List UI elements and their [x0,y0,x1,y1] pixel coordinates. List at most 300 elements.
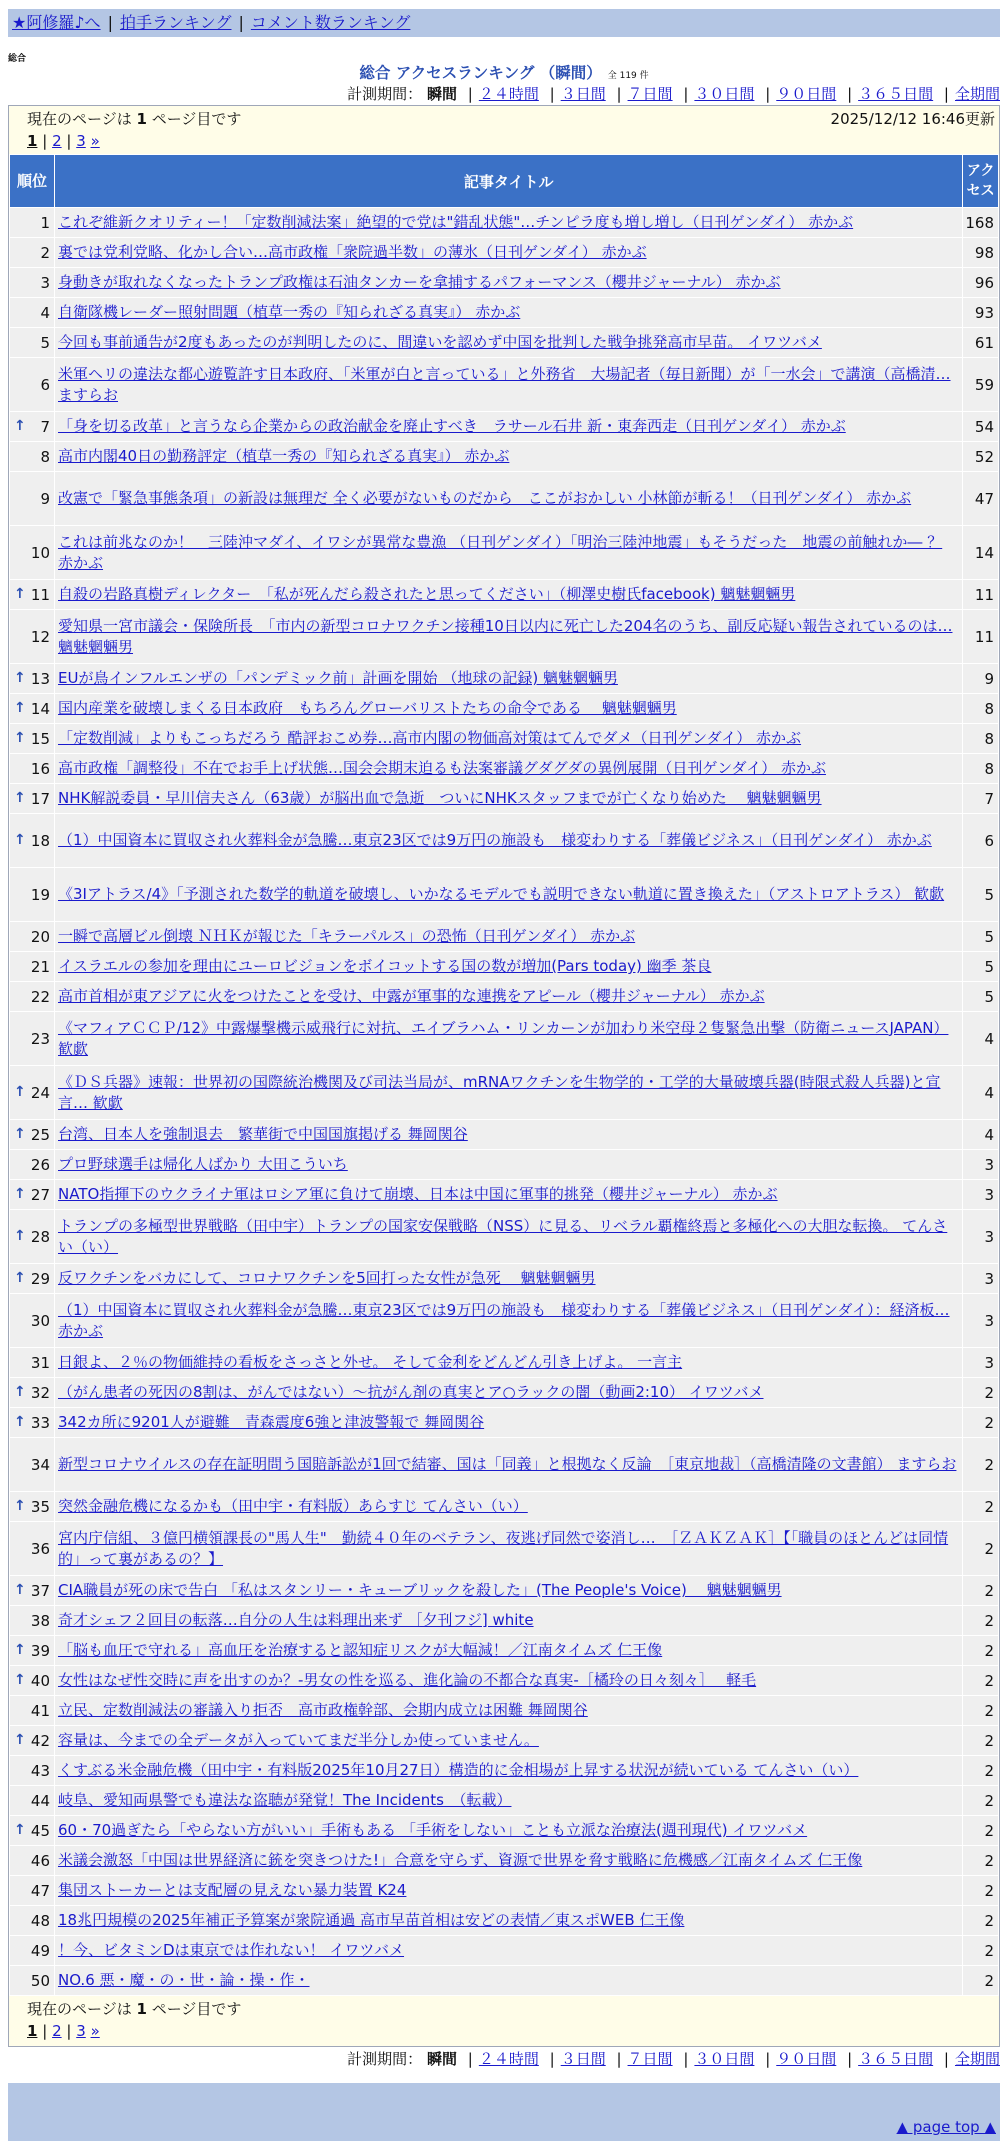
title-cell [55,268,962,297]
title-cell [55,922,962,951]
article-title-link[interactable]: 一瞬で高層ビル倒壊 ＮＨＫが報じた「キラーパルス」の恐怖（日刊ゲンダイ） 赤かぶ [58,927,636,945]
rank-number: 1 [40,213,50,232]
article-title-link[interactable]: 岐阜、愛知両県警でも違法な盗聴が発覚！The Incidents （転載） [58,1791,512,1809]
access-count: 9 [963,664,998,693]
table-row [10,1210,998,1263]
table-row [10,1696,998,1725]
title-cell [55,1180,962,1209]
article-title-link[interactable]: 女性はなぜ性交時に声を出すのか？-男女の性を巡る、進化論の不都合な真実-［橘玲の日々刻々］ 軽毛 [58,1671,757,1689]
table-row [10,1876,998,1905]
article-title-link[interactable]: トランプの多極型世界戦略（田中宇）トランプの国家安保戦略（NSS）に見る、リベラル覇権終焉と多極化への大胆な転換。 てんさい（い） [58,1216,948,1256]
rank-cell [10,358,54,411]
article-title-link[interactable]: 60・70過ぎたら「やらない方がいい」手術もある 「手術をしない」ことも立派な治療法(週刊現代) イワツバメ [58,1821,808,1839]
table-row [10,724,998,753]
rank-number: 11 [30,585,50,604]
rank-cell [10,1966,54,1995]
title-cell [55,1636,962,1665]
period-separator: | [467,85,473,103]
period-separator: | [549,2050,555,2068]
table-row [10,1492,998,1521]
top-nav-bar [8,9,1000,37]
table-header-row [10,155,998,207]
article-title-link[interactable]: 宮内庁信組、３億円横領課長の"馬人生" 勤続４０年のベテラン、夜逃げ同然で姿消し… ［ＺＡＫＺＡＫ］【「職員のほとんどは同情的」って裏があるの？】 [58,1528,949,1568]
table-row [10,982,998,1011]
article-title-link[interactable]: 自衛隊機レーダー照射問題（植草一秀の『知られざる真実』） 赤かぶ [58,303,521,321]
page-3-link[interactable]: 3 [76,2022,86,2040]
table-row [10,1786,998,1815]
access-count: 2 [963,1876,998,1905]
rank-number: 32 [30,1383,50,1402]
article-title-link[interactable]: ！今、ビタミンDは東京では作れない！ イワツバメ [58,1941,405,1959]
article-title-link[interactable]: 米議会激怒「中国は世界経済に銃を突きつけた!」合意を守らず、資源で世界を脅す戦略に危機感／江南タイムズ 仁王像 [58,1851,863,1869]
title-cell [55,1846,962,1875]
period-24h-link[interactable]: ２４時間 [478,2050,539,2068]
period-separator: | [467,2050,473,2068]
current-page-text-bottom [27,1998,241,2019]
title-cell [55,1576,962,1605]
rank-number: 40 [30,1671,50,1690]
article-title-link[interactable]: （1）中国資本に買収され火葬料金が急騰…東京23区では9万円の施設も 様変わりする「葬儀ビジネス」（日刊ゲンダイ）：経済板… 赤かぶ [58,1300,950,1340]
rank-cell [10,1348,54,1377]
access-count: 14 [963,526,998,579]
period-30d-link[interactable]: ３０日間 [694,85,755,103]
article-title-link[interactable]: 国内産業を破壊しまくる日本政府 もちろんグローバリストたちの命令である 魑魅魍魎男 [58,699,677,717]
table-row [10,1906,998,1935]
rank-cell [10,1726,54,1755]
period-24h-link[interactable]: ２４時間 [478,85,539,103]
rank-up-arrow-icon: ↑ [14,585,26,602]
article-title-link[interactable]: 高市内閣40日の勤務評定（植草一秀の『知られざる真実』） 赤かぶ [58,447,510,465]
rank-number: 47 [30,1881,50,1900]
rank-cell [10,952,54,981]
title-cell [55,580,962,609]
article-title-link[interactable]: 突然金融危機になるかも（田中宇・有料版）あらすじ てんさい（い） [58,1497,528,1515]
rank-number: 15 [30,729,50,748]
title-cell [55,610,962,663]
rank-cell [10,1180,54,1209]
table-row [10,814,998,867]
title-cell [55,1906,962,1935]
rank-number: 39 [30,1641,50,1660]
rank-number: 25 [30,1125,50,1144]
current-page-text [27,108,241,129]
rank-number: 14 [30,699,50,718]
article-title-link[interactable]: CIA職員が死の床で告白 「私はスタンリー・キューブリックを殺した」(The People's Voice) 魑魅魍魎男 [58,1581,782,1599]
title-cell [55,982,962,1011]
col-title-header: 記事タイトル [55,155,962,207]
article-title-link[interactable]: これぞ維新クオリティー！「定数削減法案」絶望的で党は"錯乱状態"…チンピラ度も増し増し（日刊ゲンダイ） 赤かぶ [58,213,854,231]
rank-cell [10,1876,54,1905]
rank-number: 48 [30,1911,50,1930]
title-cell [55,1264,962,1293]
rank-cell [10,526,54,579]
article-title-link[interactable]: くすぶる米金融危機（田中宇・有料版2025年10月27日）構造的に金相場が上昇する状況が続いている てんさい（い） [58,1761,859,1779]
page-heading [8,63,1000,83]
table-row [10,1756,998,1785]
rank-up-arrow-icon: ↑ [14,1671,26,1688]
title-cell [55,1348,962,1377]
page-3-link[interactable]: 3 [76,132,86,150]
article-title-link[interactable]: 身動きが取れなくなったトランプ政権は石油タンカーを拿捕するパフォーマンス（櫻井ジャーナル） 赤かぶ [58,273,781,291]
rank-up-arrow-icon: ↑ [14,1731,26,1748]
title-cell [55,1756,962,1785]
pagination-separator: | [42,132,48,150]
rank-cell [10,1576,54,1605]
period-selector [8,83,1000,105]
access-count: 4 [963,1066,998,1119]
rank-number: 24 [30,1083,50,1102]
access-count: 4 [963,1120,998,1149]
access-count: 96 [963,268,998,297]
rank-up-arrow-icon: ↑ [14,831,26,848]
article-title-link[interactable]: 高市政権「調整役」不在でお手上げ状態…国会会期末迫るも法案審議グダグダの異例展開（日刊ゲンダイ） 赤かぶ [58,759,826,777]
table-row [10,298,998,327]
rank-cell [10,1408,54,1437]
period-365d-link[interactable]: ３６５日間 [858,2050,934,2068]
title-cell [55,754,962,783]
page-1-current: 1 [27,2022,38,2040]
rank-up-arrow-icon: ↑ [14,699,26,716]
table-row [10,1522,998,1575]
rank-cell [10,1522,54,1575]
rank-number: 10 [30,543,50,562]
article-title-link[interactable]: 容量は、今までの全データが入っていてまだ半分しか使っていません。 [58,1731,539,1749]
title-cell [55,1150,962,1179]
access-count: 2 [963,1408,998,1437]
table-row [10,1066,998,1119]
article-title-link[interactable]: 新型コロナウイルスの存在証明問う国賠訴訟が1回で結審、国は「同義」と根拠なく反論 ［東京地裁］（高橋清隆の文書館） ますらお [58,1455,957,1473]
rank-cell [10,472,54,525]
table-row [10,1120,998,1149]
rank-number: 17 [30,789,50,808]
access-count: 11 [963,610,998,663]
current-page-prefix: 現在のページは [27,110,137,128]
access-count: 93 [963,298,998,327]
rank-up-arrow-icon: ↑ [14,1821,26,1838]
rank-up-arrow-icon: ↑ [14,1497,26,1514]
table-row [10,328,998,357]
rank-cell [10,1756,54,1785]
table-row [10,358,998,411]
title-cell [55,1492,962,1521]
article-title-link[interactable]: 「定数削減」よりもこっちだろう 酷評おこめ券…高市内閣の物価高対策はてんでダメ（日刊ゲンダイ） 赤かぶ [58,729,802,747]
article-title-link[interactable]: 米軍ヘリの違法な都心遊覧許す日本政府、「米軍が白と言っている」と外務省 大場記者（毎日新聞）が「一水会」で講演（高橋清… ますらお [58,364,951,404]
rank-cell [10,922,54,951]
rank-up-arrow-icon: ↑ [14,1185,26,1202]
period-label: 計測期間： [347,85,423,103]
rank-number: 29 [30,1269,50,1288]
table-row [10,238,998,267]
rank-number: 2 [40,243,50,262]
title-cell [55,1966,962,1995]
article-title-link[interactable]: 台湾、日本人を強制退去 繁華街で中国国旗掲げる 舞岡関谷 [58,1125,468,1143]
title-cell [55,1378,962,1407]
rank-cell [10,814,54,867]
article-title-link[interactable]: これは前兆なのか！ 三陸沖マダイ、イワシが異常な豊漁 （日刊ゲンダイ）「明治三陸沖地震」もそうだった 地震の前触れか― ？ 赤かぶ [58,532,943,572]
rank-cell [10,208,54,237]
current-page-prefix: 現在のページは [27,2000,137,2018]
rank-number: 3 [40,273,50,292]
pagination-bottom [27,2022,100,2040]
article-title-link[interactable]: 裏では党利党略、化かし合い…高市政権「衆院過半数」の薄氷（日刊ゲンダイ） 赤かぶ [58,243,647,261]
page-1-current: 1 [27,132,38,150]
title-cell [55,208,962,237]
article-title-link[interactable]: 《ＤＳ兵器》速報：世界初の国際統治機関及び司法当局が、mRNAワクチンを生物学的・工学的大量破壊兵器(時限式殺人兵器)と宣言… 歓歔 [58,1072,941,1112]
pagination-separator: | [42,2022,48,2040]
rank-cell [10,1438,54,1491]
rank-number: 7 [40,417,50,436]
rank-cell [10,1936,54,1965]
rank-number: 8 [40,447,50,466]
table-row [10,1606,998,1635]
access-count: 2 [963,1906,998,1935]
title-cell [55,1666,962,1695]
access-count: 2 [963,1726,998,1755]
rank-number: 19 [30,885,50,904]
title-cell [55,1696,962,1725]
rank-number: 20 [30,927,50,946]
period-7d-link[interactable]: ７日間 [627,2050,673,2068]
title-cell [55,1120,962,1149]
article-title-link[interactable]: 342カ所に9201人が避難 青森震度6強と津波警報で 舞岡関谷 [58,1413,485,1431]
article-title-link[interactable]: 《マフィアＣＣＰ/12》中露爆撃機示威飛行に対抗、エイブラハム・リンカーンが加わり米空母２隻緊急出撃（防衛ニュースJAPAN） 歓歔 [58,1018,949,1058]
rank-cell [10,1378,54,1407]
rank-cell [10,1492,54,1521]
table-row [10,208,998,237]
article-title-link[interactable]: 愛知県一宮市議会・保険所長 「市内の新型コロナワクチン接種10日以内に死亡した204名のうち、副反応疑い報告されているのは… 魑魅魍魎男 [58,616,953,656]
rank-cell [10,982,54,1011]
table-row [10,442,998,471]
period-3d-link[interactable]: ３日間 [560,85,606,103]
access-count: 5 [963,982,998,1011]
article-title-link[interactable]: 集団ストーカーとは支配層の見えない暴力装置 K24 [58,1881,407,1899]
title-cell [55,724,962,753]
rank-number: 31 [30,1353,50,1372]
next-page-link[interactable]: » [90,2022,100,2040]
rank-cell [10,1210,54,1263]
rank-number: 36 [30,1539,50,1558]
table-row [10,952,998,981]
title-cell [55,442,962,471]
article-title-link[interactable]: 日銀よ、２％の物価維持の看板をさっさと外せ。 そして金利をどんどん引き上げよ。 一言主 [58,1353,683,1371]
rank-cell [10,1786,54,1815]
title-cell [55,1210,962,1263]
table-row [10,784,998,813]
period-365d-link[interactable]: ３６５日間 [858,85,934,103]
rank-number: 44 [30,1791,50,1810]
title-cell [55,1786,962,1815]
period-3d-link[interactable]: ３日間 [560,2050,606,2068]
rank-cell [10,868,54,921]
period-separator: | [943,2050,949,2068]
rank-cell [10,1846,54,1875]
rank-cell [10,328,54,357]
rank-cell [10,1150,54,1179]
access-count: 2 [963,1696,998,1725]
article-title-link[interactable]: NATO指揮下のウクライナ軍はロシア軍に負けて崩壊、日本は中国に軍事的挑発（櫻井ジャーナル） 赤かぶ [58,1185,778,1203]
table-row [10,526,998,579]
table-row [10,1666,998,1695]
period-current: 瞬間 [426,2050,457,2068]
access-count: 3 [963,1264,998,1293]
period-current: 瞬間 [426,85,457,103]
article-title-link[interactable]: プロ野球選手は帰化人ばかり 大田こういち [58,1155,348,1173]
page-2-link[interactable]: 2 [52,2022,62,2040]
title-cell [55,1876,962,1905]
access-count: 3 [963,1348,998,1377]
article-title-link[interactable]: 改憲で「緊急事態条項」の新設は無理だ 全く必要がないものだから ここがおかしい 小林節が斬る！（日刊ゲンダイ） 赤かぶ [58,489,912,507]
access-count: 2 [963,1438,998,1491]
access-count: 3 [963,1150,998,1179]
period-7d-link[interactable]: ７日間 [627,85,673,103]
rank-cell [10,1294,54,1347]
title-cell [55,1816,962,1845]
rank-cell [10,1012,54,1065]
period-separator: | [549,85,555,103]
period-separator: | [616,2050,622,2068]
access-count: 11 [963,580,998,609]
rank-number: 33 [30,1413,50,1432]
next-page-link[interactable]: » [90,132,100,150]
title-cell [55,1012,962,1065]
rank-cell [10,238,54,267]
article-title-link[interactable]: （1）中国資本に買収され火葬料金が急騰…東京23区では9万円の施設も 様変わりする「葬儀ビジネス」（日刊ゲンダイ） 赤かぶ [58,831,932,849]
rank-number: 41 [30,1701,50,1720]
title-cell [55,1726,962,1755]
title-cell [55,1936,962,1965]
article-title-link[interactable]: 18兆円規模の2025年補正予算案が衆院通過 高市早苗首相は安どの表情／東スポWEB 仁王像 [58,1911,685,1929]
rank-cell [10,754,54,783]
period-30d-link[interactable]: ３０日間 [694,2050,755,2068]
period-separator: | [765,85,771,103]
period-separator: | [765,2050,771,2068]
page-2-link[interactable]: 2 [52,132,62,150]
period-separator: | [683,85,689,103]
period-separator: | [847,85,853,103]
title-cell [55,358,962,411]
access-count: 6 [963,814,998,867]
rank-number: 28 [30,1227,50,1246]
rank-number: 45 [30,1821,50,1840]
article-title-link[interactable]: NO.6 悪・魔・の・世・論・操・作・ [58,1971,310,1989]
article-title-link[interactable]: 「身を切る改革」と言うなら企業からの政治献金を廃止すべき ラサール石井 新・東奔西走（日刊ゲンダイ） 赤かぶ [58,417,846,435]
article-title-link[interactable]: 「脳も血圧で守れる」高血圧を治療すると認知症リスクが大幅減！／江南タイムズ 仁王像 [58,1641,663,1659]
table-row [10,1348,998,1377]
period-separator: | [616,85,622,103]
rank-number: 13 [30,669,50,688]
rank-up-arrow-icon: ↑ [14,1125,26,1142]
access-count: 2 [963,1576,998,1605]
access-count: 4 [963,1012,998,1065]
period-all-link[interactable]: 全期間 [954,85,1000,103]
table-row [10,610,998,663]
rank-cell [10,664,54,693]
rank-number: 4 [40,303,50,322]
home-link[interactable]: ★阿修羅♪へ [12,13,101,32]
access-count: 8 [963,754,998,783]
access-count: 61 [963,328,998,357]
access-count: 2 [963,1786,998,1815]
title-cell [55,1294,962,1347]
ranking-table [9,154,999,1996]
access-count: 7 [963,784,998,813]
article-title-link[interactable]: 《3Iアトラス/4》「予測された数学的軌道を破壊し、いかなるモデルでも説明できない軌道に置き換えた」（アストロアトラス） 歓歔 [58,885,945,903]
period-all-link[interactable]: 全期間 [954,2050,1000,2068]
article-title-link[interactable]: （がん患者の死因の8割は、がんではない）～抗がん剤の真実とア○ラックの闇（動画2:10） イワツバメ [58,1383,764,1401]
ranking-table-body [10,208,998,1995]
rank-up-arrow-icon: ↑ [14,1083,26,1100]
rank-cell [10,1696,54,1725]
access-count: 5 [963,952,998,981]
article-title-link[interactable]: 奇才シェフ２回目の転落…自分の人生は料理出来ず ［夕刊フジ] white [58,1611,534,1629]
title-cell [55,1066,962,1119]
article-title-link[interactable]: イスラエルの参加を理由にユーロビジョンをボイコットする国の数が増加(Pars today) 幽季 茶良 [58,957,712,975]
rank-cell [10,610,54,663]
table-row [10,268,998,297]
period-90d-link[interactable]: ９０日間 [776,85,837,103]
clap-ranking-link[interactable]: 拍手ランキング [119,13,232,32]
title-cell [55,472,962,525]
ranking-frame [8,105,1000,2047]
rank-cell [10,268,54,297]
comment-ranking-link[interactable]: コメント数ランキング [250,13,411,32]
rank-number: 12 [30,627,50,646]
access-count: 2 [963,1378,998,1407]
pagination-separator: | [66,2022,72,2040]
article-title-link[interactable]: 今回も事前通告が2度もあったのが判明したのに、間違いを認めず中国を批判した戦争挑発高市早苗。 イワツバメ [58,333,822,351]
article-title-link[interactable]: EUが鳥インフルエンザの「パンデミック前」計画を開始 （地球の記録) 魑魅魍魎男 [58,669,618,687]
rank-up-arrow-icon: ↑ [14,669,26,686]
article-title-link[interactable]: 反ワクチンをバカにして、コロナワクチンを5回打った女性が急死 魑魅魍魎男 [58,1269,596,1287]
article-title-link[interactable]: 高市首相が東アジアに火をつけたことを受け、中露が軍事的な連携をアピール（櫻井ジャーナル） 赤かぶ [58,987,765,1005]
article-title-link[interactable]: 立民、定数削減法の審議入り拒否 高市政権幹部、会期内成立は困難 舞岡関谷 [58,1701,588,1719]
rank-cell [10,1816,54,1845]
title-cell [55,328,962,357]
nav-separator: | [238,13,244,32]
table-row [10,1816,998,1845]
rank-up-arrow-icon: ↑ [14,1413,26,1430]
table-row [10,472,998,525]
page-top-link[interactable]: ▲ page top ▲ [896,2118,996,2136]
title-cell [55,952,962,981]
title-cell [55,298,962,327]
period-90d-link[interactable]: ９０日間 [776,2050,837,2068]
access-count: 168 [963,208,998,237]
article-title-link[interactable]: NHK解説委員・早川信夫さん（63歳）が脳出血で急逝 ついにNHKスタッフまでが亡くなり始めた 魑魅魍魎男 [58,789,822,807]
table-row [10,1936,998,1965]
rank-up-arrow-icon: ↑ [14,1581,26,1598]
access-count: 54 [963,412,998,441]
rank-up-arrow-icon: ↑ [14,1227,26,1244]
access-count: 2 [963,1666,998,1695]
rank-number: 35 [30,1497,50,1516]
table-row [10,922,998,951]
table-row [10,1576,998,1605]
rank-cell [10,1606,54,1635]
rank-cell [10,1666,54,1695]
rank-number: 34 [30,1455,50,1474]
rank-number: 30 [30,1311,50,1330]
access-count: 5 [963,922,998,951]
title-cell [55,664,962,693]
current-page-suffix: ページ目です [146,110,242,128]
rank-number: 18 [30,831,50,850]
period-selector-bottom [8,2047,1000,2071]
table-row [10,580,998,609]
col-access-header: アクセス [963,155,998,207]
article-title-link[interactable]: 自殺の岩路真樹ディレクター 「私が死んだら殺されたと思ってください」（柳澤史樹氏facebook) 魑魅魍魎男 [58,585,796,603]
rank-cell [10,694,54,723]
